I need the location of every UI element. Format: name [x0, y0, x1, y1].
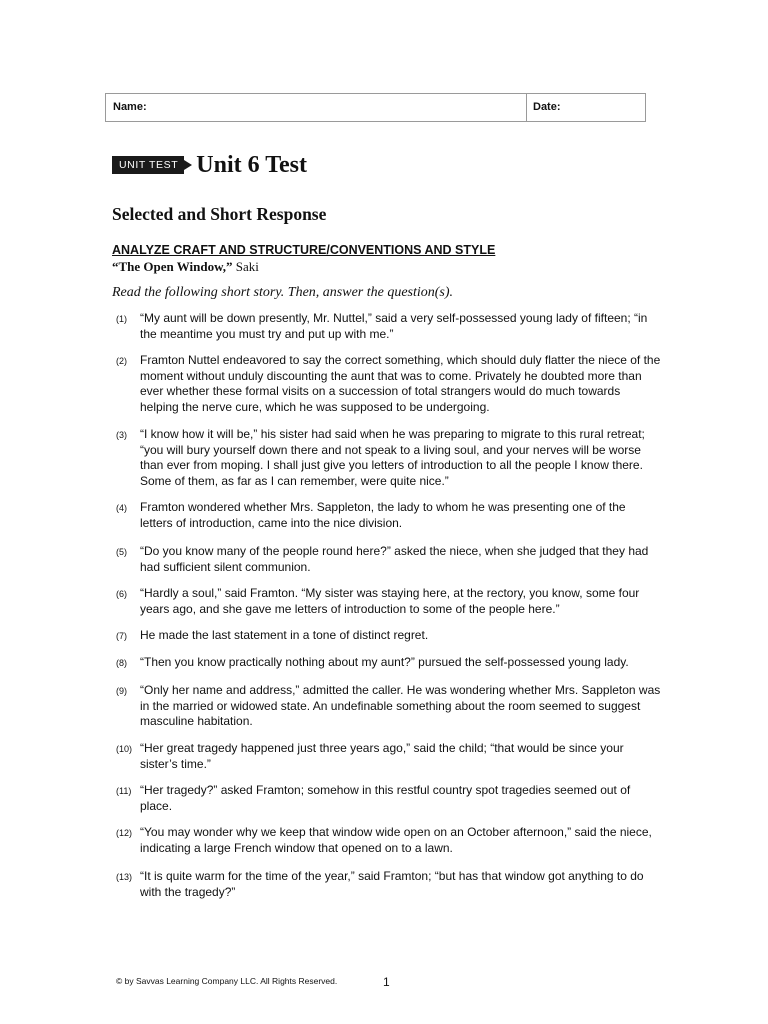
paragraph-number: (5)	[116, 547, 127, 557]
name-date-box	[105, 93, 646, 122]
story-paragraph	[116, 586, 661, 617]
paragraph-number: (9)	[116, 686, 127, 696]
unit-test-badge: UNIT TEST	[112, 156, 184, 174]
story-name: “The Open Window,”	[112, 259, 233, 274]
paragraph-text: “Then you know practically nothing about my aunt?” pursued the self-possessed young lady.	[140, 655, 629, 669]
page-title: Unit 6 Test	[196, 151, 307, 178]
skill-heading: ANALYZE CRAFT AND STRUCTURE/CONVENTIONS AND STYLE	[112, 243, 496, 257]
paragraph-text: He made the last statement in a tone of distinct regret.	[140, 628, 429, 642]
story-paragraph	[116, 683, 661, 730]
paragraph-text: Framton wondered whether Mrs. Sappleton, the lady to whom he was presenting one of the letters of introduction, came into the nice division.	[140, 500, 626, 530]
date-field[interactable]	[527, 94, 645, 121]
paragraph-text: “My aunt will be down presently, Mr. Nuttel,” said a very self-possessed young lady of fifteen; “in the meantime you must try and put up with me.”	[140, 311, 648, 341]
paragraph-number: (3)	[116, 430, 127, 440]
paragraph-number: (13)	[116, 872, 133, 882]
date-label: Date:	[533, 101, 561, 113]
paragraph-text: “Her tragedy?” asked Framton; somehow in this restful country spot tragedies seemed out of place.	[140, 783, 631, 813]
paragraph-text: “Do you know many of the people round here?” asked the niece, when she judged that they had had sufficient silent communion.	[140, 544, 649, 574]
test-header	[112, 150, 307, 180]
section-title: Selected and Short Response	[112, 204, 327, 224]
paragraph-text: “Her great tragedy happened just three years ago,” said the child; “that would be since your sister’s time.”	[140, 741, 624, 771]
story-paragraph	[116, 427, 661, 489]
story-author: Saki	[235, 259, 259, 274]
paragraph-number: (4)	[116, 503, 127, 513]
story-paragraph	[116, 655, 661, 671]
instructions: Read the following short story. Then, answer the question(s).	[112, 285, 454, 300]
copyright-notice: © by Savvas Learning Company LLC. All Rights Reserved.	[116, 976, 338, 986]
story-paragraph	[116, 741, 661, 772]
story-paragraph	[116, 628, 661, 644]
story-paragraph	[116, 544, 661, 575]
paragraph-text: Framton Nuttel endeavored to say the correct something, which should duly flatter the niece of the moment without unduly discounting the aunt that was to come. Privately he doubted more than ever whether these formal visits on a succession of total strangers would do much towards helping the nerve cure, which he was supposed to be undergoing.	[140, 353, 661, 414]
paragraph-text: “Hardly a soul,” said Framton. “My sister was staying here, at the rectory, you know, some four years ago, and she gave me letters of introduction to some of the people here.”	[140, 586, 640, 616]
paragraph-text: “Only her name and address,” admitted the caller. He was wondering whether Mrs. Sappleton was in the married or widowed state. An undefinable something about the room seemed to suggest masculine habitation.	[140, 683, 661, 728]
page-number: 1	[383, 975, 390, 989]
story-title	[112, 259, 259, 275]
story-paragraph	[116, 783, 661, 814]
paragraph-number: (6)	[116, 589, 127, 599]
story-paragraph	[116, 353, 661, 415]
paragraph-number: (10)	[116, 744, 133, 754]
paragraph-number: (11)	[116, 786, 132, 796]
name-label: Name:	[113, 101, 147, 113]
paragraph-number: (8)	[116, 658, 127, 668]
name-field[interactable]	[106, 94, 527, 121]
paragraph-text: “I know how it will be,” his sister had said when he was preparing to migrate to this rural retreat; “you will bury yourself down there and not speak to a living soul, and your nerves will be worse than ever from moping. I shall just give you letters of introduction to all the people I know there. Some of them, as far as I can remember, were quite nice.”	[140, 427, 645, 488]
story-paragraph	[116, 869, 661, 900]
story-paragraph	[116, 311, 661, 342]
story-paragraph	[116, 500, 661, 531]
paragraph-text: “You may wonder why we keep that window wide open on an October afternoon,” said the niece, indicating a large French window that opened on to a lawn.	[140, 825, 652, 855]
story-paragraph	[116, 825, 661, 856]
paragraph-number: (1)	[116, 314, 127, 324]
paragraph-text: “It is quite warm for the time of the year,” said Framton; “but has that window got anything to do with the tragedy?”	[140, 869, 644, 899]
paragraph-number: (2)	[116, 356, 127, 366]
paragraph-number: (12)	[116, 828, 133, 838]
paragraph-number: (7)	[116, 631, 127, 641]
